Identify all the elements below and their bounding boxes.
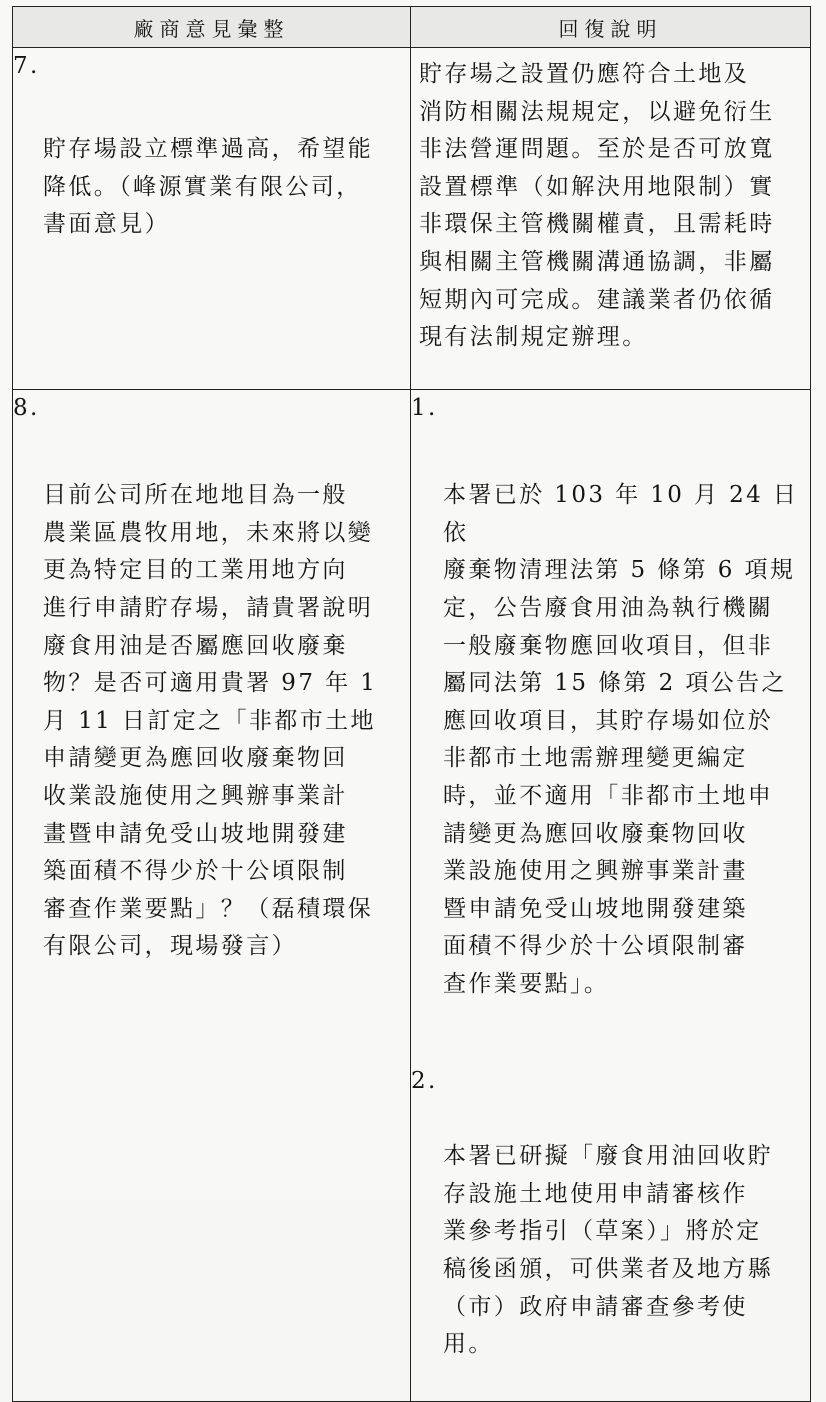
comment-reply-table: [12, 6, 811, 1402]
reply-text: 本署已於 103 年 10 月 24 日依 廢棄物清理法第 5 條第 6 項規 定，公告廢食用油為執行機關 一般廢棄物應回收項目，但非 屬同法第 15 條第 2 項公告之 應回收項目，其貯存場如位於 非都市土地需辦理變更編定 時，並不適用「非都市土地申 請變更為應回收廢棄物回收 業設施使用之興辦事業計畫 暨申請免受山坡地開發建築 面積不得少於十公頃限制審 查作業要點」。: [443, 482, 799, 997]
reply-cell: [411, 390, 811, 1402]
reply-item: [411, 390, 810, 1041]
comment-item: [13, 390, 410, 1004]
reply-text: 貯存場之設置仍應符合土地及 消防相關法規規定，以避免衍生 非法營運問題。至於是否可放寬 設置標準（如解決用地限制）實 非環保主管機關權責，且需耗時 與相關主管機關溝通協調，非屬 短期內可完成。建議業者仍依循 現有法制規定辦理。: [419, 61, 775, 351]
table-row: [13, 390, 811, 1402]
spacer: [411, 1041, 810, 1063]
comment-cell: [13, 390, 411, 1402]
comment-cell: [13, 48, 411, 390]
reply-number: 2.: [411, 1068, 438, 1095]
comment-text: 目前公司所在地地目為一般 農業區農牧用地，未來將以變 更為特定目的工業用地方向 進行申請貯存場，請貴署說明 廢食用油是否屬應回收廢棄 物？是否可適用貴署 97 年 1 月 11 日訂定之「非都市土地 申請變更為應回收廢棄物回 收業設施使用之興辦事業計 畫暨申請免受山坡地開發建 築面積不得少於十公頃限制 審查作業要點」？（磊積環保 有限公司，現場發言）: [43, 482, 378, 960]
comment-item: [13, 48, 410, 282]
reply-number: 1.: [411, 395, 438, 421]
reply-text: 本署已研擬「廢食用油回收貯 存設施土地使用申請審核作 業參考指引（草案）」將於定 稿後函頒，可供業者及地方縣 （市）政府申請審查參考使 用。: [443, 1143, 774, 1358]
reply-item: [411, 1063, 810, 1401]
reply-cell: [411, 48, 811, 390]
header-replies: 回復說明: [411, 7, 811, 48]
comment-text: 貯存場設立標準過高，希望能 降低。（峰源實業有限公司， 書面意見）: [43, 136, 374, 238]
header-comments: 廠商意見彙整: [13, 7, 411, 48]
item-number: 8.: [13, 395, 40, 421]
item-number: 7.: [13, 53, 40, 79]
table-row: [13, 48, 811, 390]
table-header-row: [13, 7, 811, 48]
